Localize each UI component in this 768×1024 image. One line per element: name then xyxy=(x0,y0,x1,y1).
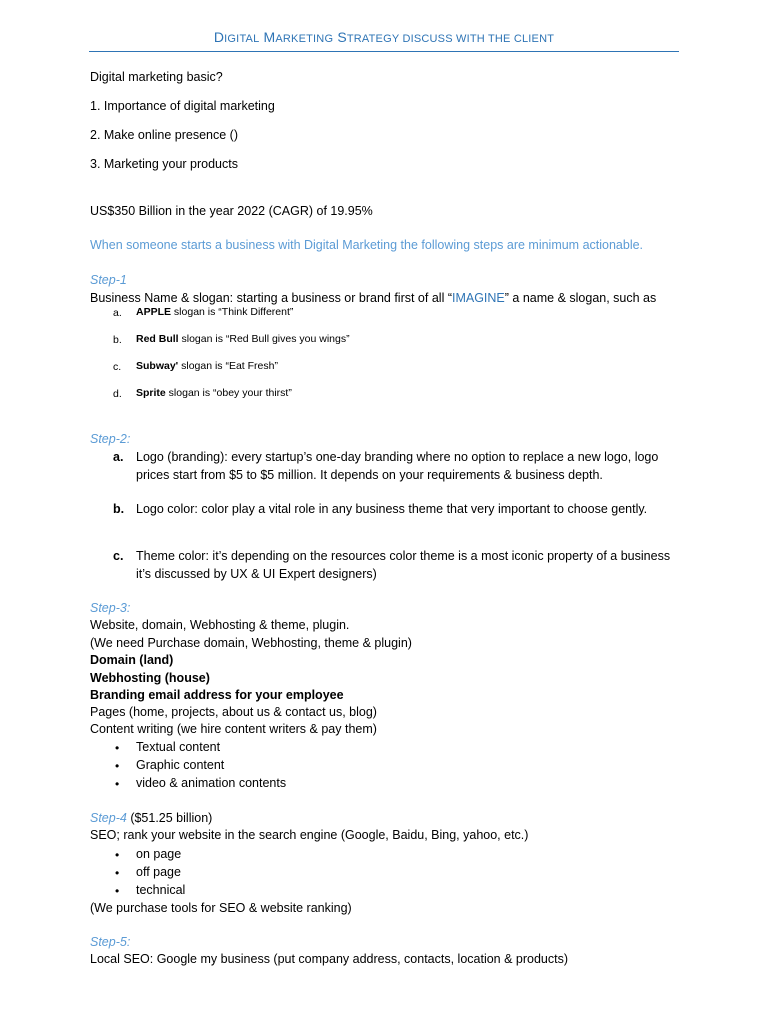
step-3-line-3: Domain (land) xyxy=(90,653,174,667)
slogan-text: slogan is “Think Different” xyxy=(171,306,294,318)
step-3-label: Step-3: xyxy=(90,601,131,615)
step-3-line-1: Website, domain, Webhosting & theme, plugin. xyxy=(90,618,350,632)
step-1-marker-b: b. xyxy=(113,334,122,346)
title-word-3: TRATEGY DISCUSS WITH THE CLIENT xyxy=(346,33,555,45)
title-initial-1: D xyxy=(213,29,225,45)
intro-item-2: 2. Make online presence () xyxy=(90,128,238,142)
step-3-bullet-3: video & animation contents xyxy=(136,776,287,790)
slogan-text: slogan is “Eat Fresh” xyxy=(178,360,278,372)
step-4-line-2: (We purchase tools for SEO & website ranking) xyxy=(90,901,352,915)
intro-item-3: 3. Marketing your products xyxy=(90,157,238,171)
market-size-text: US$350 Billion in the year 2022 (CAGR) of 19.95% xyxy=(90,204,373,218)
step-1-marker-c: c. xyxy=(113,361,122,373)
step-3-bullet-2: Graphic content xyxy=(136,758,225,772)
step-3-line-6: Pages (home, projects, about us & contact us, blog) xyxy=(90,705,377,719)
step-3-bullet-1: Textual content xyxy=(136,740,221,754)
highlight-text: When someone starts a business with Digital Marketing the following steps are minimum actionable. xyxy=(90,238,644,252)
step-1-keyword: IMAGINE xyxy=(451,291,505,305)
step-4-line-1: SEO; rank your website in the search engine (Google, Baidu, Bing, yahoo, etc.) xyxy=(90,828,529,842)
bullet-icon: • xyxy=(115,759,120,773)
step-3-line-2: (We need Purchase domain, Webhosting, theme & plugin) xyxy=(90,636,412,650)
step-1-text-before: Business Name & slogan: starting a business or brand first of all “ xyxy=(90,291,452,305)
step-2-marker-b: b. xyxy=(113,502,125,516)
document-title xyxy=(0,29,768,45)
step-1-label: Step-1 xyxy=(90,273,127,287)
step-4-bullet-2: off page xyxy=(136,865,181,879)
title-initial-2: M xyxy=(263,29,276,45)
step-4-bullet-1: on page xyxy=(136,847,182,861)
step-1-text-after: ” a name & slogan, such as xyxy=(504,291,657,305)
slogan-text: slogan is “obey your thirst” xyxy=(165,387,292,399)
title-word-2: ARKETING xyxy=(275,33,334,45)
step-3-line-4: Webhosting (house) xyxy=(90,671,210,685)
step-4-label: Step-4 xyxy=(90,811,127,825)
brand-name: Subway' xyxy=(136,360,179,372)
bullet-icon: • xyxy=(115,866,120,880)
title-word-1: IGITAL xyxy=(224,33,260,45)
step-2-label: Step-2: xyxy=(90,432,131,446)
bullet-icon: • xyxy=(115,741,120,755)
step-5-line-1: Local SEO: Google my business (put company address, contacts, location & products) xyxy=(90,952,569,966)
brand-name: Sprite xyxy=(136,387,166,399)
step-4-value: ($51.25 billion) xyxy=(126,811,213,825)
bullet-icon: • xyxy=(115,848,120,862)
step-3-line-5: Branding email address for your employee xyxy=(90,688,344,702)
brand-name: Red Bull xyxy=(136,333,179,345)
step-1-marker-a: a. xyxy=(113,307,122,319)
step-2-item-a: Logo (branding): every startup’s one-day branding where no option to replace a new logo, logo prices start from $5 to $5 million. It depends on your requirements & business depth. xyxy=(136,450,659,482)
step-4-heading xyxy=(90,810,212,826)
bullet-icon: • xyxy=(115,777,120,791)
step-2-item-b: Logo color: color play a vital role in any business theme that very important to choose gently. xyxy=(136,502,648,516)
slogan-text: slogan is “Red Bull gives you wings” xyxy=(178,333,350,345)
step-5-label: Step-5: xyxy=(90,935,131,949)
title-initial-3: S xyxy=(337,29,347,45)
title-underline xyxy=(89,51,679,52)
step-2-item-c: Theme color: it’s depending on the resources color theme is a most iconic property of a business it’s discussed by UX & UI Expert designers) xyxy=(136,549,671,581)
bullet-icon: • xyxy=(115,884,120,898)
step-1-item-a xyxy=(136,305,293,319)
step-2-marker-c: c. xyxy=(113,549,124,563)
step-1-text xyxy=(90,290,656,306)
step-1-marker-d: d. xyxy=(113,388,122,400)
step-1-item-c xyxy=(136,359,278,373)
intro-item-1: 1. Importance of digital marketing xyxy=(90,99,275,113)
intro-question: Digital marketing basic? xyxy=(90,70,223,84)
step-1-item-d xyxy=(136,386,292,400)
step-4-bullet-3: technical xyxy=(136,883,186,897)
step-2-marker-a: a. xyxy=(113,450,124,464)
brand-name: APPLE xyxy=(136,306,172,318)
step-1-item-b xyxy=(136,332,350,346)
step-3-line-7: Content writing (we hire content writers & pay them) xyxy=(90,722,377,736)
